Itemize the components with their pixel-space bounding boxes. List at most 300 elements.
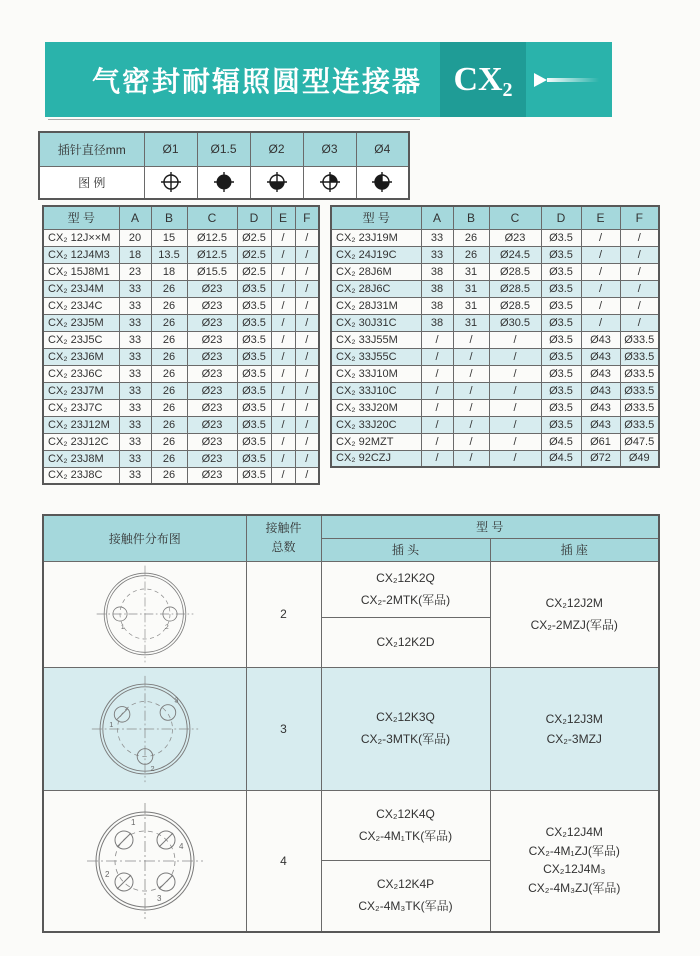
spec-cell-model: CX₂ 23J7M — [43, 382, 119, 399]
spec-cell-a: 33 — [119, 331, 151, 348]
spec-cell-c: Ø23 — [187, 433, 237, 450]
spec-cell-e: Ø43 — [581, 382, 620, 399]
circle-filled-icon — [197, 166, 250, 199]
spec-cell-d: Ø3.5 — [237, 416, 271, 433]
column-header-c: C — [187, 206, 237, 229]
spec-cell-c: Ø23 — [187, 314, 237, 331]
spec-cell-d: Ø3.5 — [541, 416, 581, 433]
spec-cell-b: 26 — [151, 365, 187, 382]
plug-variant-group — [322, 562, 490, 617]
model-code: CX₂12J3M — [545, 711, 603, 726]
header-model-group: 型 号 — [321, 515, 659, 538]
spec-cell-b: 26 — [453, 229, 489, 246]
spec-cell-b: 26 — [151, 450, 187, 467]
spec-cell-e: Ø43 — [581, 331, 620, 348]
spec-cell-a: 33 — [119, 416, 151, 433]
spec-cell-e: / — [581, 229, 620, 246]
spec-cell-f: / — [295, 416, 319, 433]
spec-cell-model: CX₂ 28J6M — [331, 263, 421, 280]
spec-cell-a: / — [421, 399, 453, 416]
spec-cell-model: CX₂ 23J6M — [43, 348, 119, 365]
spec-row — [331, 297, 659, 314]
series-code-box — [440, 42, 526, 117]
spec-cell-b: 31 — [453, 314, 489, 331]
spec-cell-f: / — [295, 246, 319, 263]
spec-row — [43, 382, 319, 399]
spec-cell-c: / — [489, 450, 541, 467]
spec-cell-model: CX₂ 12J4M3 — [43, 246, 119, 263]
spec-cell-model: CX₂ 92MZT — [331, 433, 421, 450]
spec-cell-f: Ø49 — [620, 450, 659, 467]
spec-cell-d: Ø2.5 — [237, 229, 271, 246]
column-header-model: 型 号 — [331, 206, 421, 229]
spec-row — [43, 433, 319, 450]
column-header-e: E — [271, 206, 295, 229]
spec-row — [331, 382, 659, 399]
spec-cell-e: Ø43 — [581, 348, 620, 365]
diameter-label: Ø2 — [250, 132, 303, 166]
spec-cell-b: 26 — [151, 399, 187, 416]
spec-cell-f: / — [295, 399, 319, 416]
spec-cell-c: Ø23 — [187, 297, 237, 314]
spec-cell-b: / — [453, 331, 489, 348]
spec-cell-c: Ø23 — [489, 229, 541, 246]
model-code: CX₂-4M₃ZJ(军品) — [528, 881, 621, 895]
spec-row — [331, 280, 659, 297]
spec-cell-e: / — [271, 399, 295, 416]
legend-row-label: 图 例 — [39, 166, 144, 199]
contact-row-4pin — [43, 790, 659, 932]
spec-cell-a: / — [421, 331, 453, 348]
spec-row — [43, 246, 319, 263]
column-header-d: D — [237, 206, 271, 229]
spec-cell-d: Ø3.5 — [237, 382, 271, 399]
spec-cell-f: / — [295, 433, 319, 450]
spec-cell-d: Ø3.5 — [541, 263, 581, 280]
arrow-tail-decoration — [547, 78, 599, 82]
spec-cell-b: / — [453, 365, 489, 382]
spec-cell-model: CX₂ 23J4M — [43, 280, 119, 297]
model-code: CX₂12J4M₃ — [543, 862, 606, 876]
spec-cell-a: 23 — [119, 263, 151, 280]
spec-cell-model: CX₂ 23J5M — [43, 314, 119, 331]
spec-cell-e: Ø43 — [581, 399, 620, 416]
pin-number-label: 2 — [164, 624, 169, 631]
contact-count: 3 — [246, 667, 321, 790]
header-plug: 插 头 — [321, 538, 490, 561]
spec-cell-f: / — [295, 365, 319, 382]
spec-cell-c: / — [489, 348, 541, 365]
spec-cell-a: / — [421, 365, 453, 382]
spec-cell-c: Ø12.5 — [187, 246, 237, 263]
legend-header-row — [39, 132, 409, 166]
circle-crosshair-empty-icon — [144, 166, 197, 199]
model-code: CX₂12K4Q — [376, 806, 435, 821]
spec-cell-model: CX₂ 24J19C — [331, 246, 421, 263]
contact-count: 4 — [246, 790, 321, 932]
column-header-a: A — [119, 206, 151, 229]
spec-cell-d: Ø3.5 — [237, 297, 271, 314]
spec-cell-e: / — [271, 467, 295, 484]
spec-cell-d: Ø4.5 — [541, 433, 581, 450]
spec-cell-d: Ø3.5 — [237, 433, 271, 450]
spec-cell-b: 26 — [151, 280, 187, 297]
spec-row — [43, 399, 319, 416]
column-header-b: B — [453, 206, 489, 229]
model-code: CX₂12J2M — [545, 595, 603, 610]
plug-variant-group — [322, 860, 490, 931]
contact-diagram-2pin — [43, 561, 246, 667]
spec-cell-a: / — [421, 382, 453, 399]
pin-number-label: 2 — [150, 763, 155, 773]
spec-cell-a: 33 — [119, 297, 151, 314]
spec-cell-d: Ø3.5 — [237, 450, 271, 467]
plug-variant-group — [322, 791, 490, 860]
spec-cell-e: / — [271, 280, 295, 297]
spec-header-row — [43, 206, 319, 229]
spec-cell-f: / — [295, 263, 319, 280]
spec-cell-b: 26 — [151, 467, 187, 484]
spec-cell-b: 26 — [151, 297, 187, 314]
spec-cell-model: CX₂ 33J20C — [331, 416, 421, 433]
column-header-a: A — [421, 206, 453, 229]
spec-cell-a: 20 — [119, 229, 151, 246]
spec-cell-a: 38 — [421, 263, 453, 280]
spec-cell-f: / — [295, 450, 319, 467]
spec-cell-c: Ø23 — [187, 365, 237, 382]
spec-cell-c: Ø23 — [187, 348, 237, 365]
model-code: CX₂-2MTK(军品) — [360, 592, 451, 607]
spec-row — [331, 229, 659, 246]
spec-cell-d: Ø3.5 — [237, 365, 271, 382]
header-socket: 插 座 — [490, 538, 659, 561]
spec-cell-model: CX₂ 15J8M1 — [43, 263, 119, 280]
spec-cell-f: Ø33.5 — [620, 399, 659, 416]
spec-row — [43, 314, 319, 331]
model-code: CX₂-4M₃TK(军品) — [358, 899, 453, 913]
spec-cell-a: 33 — [119, 467, 151, 484]
spec-cell-d: Ø3.5 — [237, 348, 271, 365]
spec-cell-c: / — [489, 399, 541, 416]
spec-cell-c: Ø23 — [187, 450, 237, 467]
contact-header-row-1 — [43, 515, 659, 538]
model-code: CX₂12K3Q — [376, 710, 435, 724]
spec-cell-d: Ø3.5 — [541, 280, 581, 297]
column-header-d: D — [541, 206, 581, 229]
spec-cell-b: 18 — [151, 263, 187, 280]
contact-count: 2 — [246, 561, 321, 667]
spec-cell-model: CX₂ 92CZJ — [331, 450, 421, 467]
spec-cell-e: / — [271, 416, 295, 433]
spec-cell-c: / — [489, 331, 541, 348]
spec-cell-model: CX₂ 23J7C — [43, 399, 119, 416]
column-header-c: C — [489, 206, 541, 229]
spec-cell-model: CX₂ 23J4C — [43, 297, 119, 314]
spec-cell-model: CX₂ 12J××M — [43, 229, 119, 246]
spec-cell-e: / — [271, 450, 295, 467]
spec-cell-a: / — [421, 450, 453, 467]
spec-table-right — [330, 205, 660, 468]
spec-cell-a: 38 — [421, 297, 453, 314]
diameter-label: Ø1 — [144, 132, 197, 166]
spec-cell-model: CX₂ 28J31M — [331, 297, 421, 314]
spec-cell-c: Ø24.5 — [489, 246, 541, 263]
spec-cell-c: Ø23 — [187, 280, 237, 297]
spec-cell-b: 13.5 — [151, 246, 187, 263]
spec-header-row — [331, 206, 659, 229]
spec-row — [43, 331, 319, 348]
spec-cell-b: 31 — [453, 280, 489, 297]
spec-cell-b: 31 — [453, 263, 489, 280]
spec-cell-c: Ø12.5 — [187, 229, 237, 246]
spec-row — [331, 450, 659, 467]
spec-cell-d: Ø3.5 — [541, 297, 581, 314]
header-contact-count-line2: 总数 — [271, 540, 296, 555]
spec-cell-e: Ø43 — [581, 365, 620, 382]
spec-cell-f: Ø33.5 — [620, 331, 659, 348]
legend-row-label: 插针直径mm — [39, 132, 144, 166]
spec-cell-b: 26 — [151, 331, 187, 348]
spec-cell-f: Ø33.5 — [620, 416, 659, 433]
model-code: CX₂-4M₁TK(军品) — [358, 828, 453, 843]
spec-cell-b: / — [453, 348, 489, 365]
spec-cell-a: 33 — [119, 280, 151, 297]
spec-cell-c: Ø28.5 — [489, 297, 541, 314]
plug-models-cell — [321, 790, 490, 932]
spec-cell-d: Ø3.5 — [541, 229, 581, 246]
column-header-model: 型 号 — [43, 206, 119, 229]
spec-cell-c: Ø28.5 — [489, 280, 541, 297]
spec-cell-a: / — [421, 433, 453, 450]
spec-row — [43, 263, 319, 280]
spec-row — [43, 297, 319, 314]
spec-cell-e: / — [271, 382, 295, 399]
spec-cell-f: / — [620, 297, 659, 314]
contact-diagram-3pin — [43, 667, 246, 790]
spec-cell-d: Ø4.5 — [541, 450, 581, 467]
spec-cell-a: 33 — [119, 314, 151, 331]
model-code: CX₂12K2Q — [376, 570, 435, 585]
contact-row-3pin — [43, 667, 659, 790]
spec-cell-e: / — [271, 433, 295, 450]
spec-cell-d: Ø3.5 — [541, 399, 581, 416]
spec-cell-model: CX₂ 23J8M — [43, 450, 119, 467]
spec-cell-e: / — [271, 331, 295, 348]
spec-cell-b: / — [453, 399, 489, 416]
contact-row-2pin — [43, 561, 659, 667]
spec-row — [331, 416, 659, 433]
spec-cell-f: / — [620, 314, 659, 331]
spec-cell-d: Ø3.5 — [237, 280, 271, 297]
column-header-b: B — [151, 206, 187, 229]
spec-cell-c: Ø15.5 — [187, 263, 237, 280]
socket-models-cell — [490, 561, 659, 667]
spec-cell-e: / — [271, 263, 295, 280]
pin-diameter-legend-table — [38, 131, 410, 200]
spec-cell-f: Ø33.5 — [620, 348, 659, 365]
spec-row — [331, 246, 659, 263]
spec-cell-f: / — [295, 297, 319, 314]
spec-cell-model: CX₂ 33J55C — [331, 348, 421, 365]
spec-cell-b: 26 — [151, 433, 187, 450]
spec-cell-e: Ø61 — [581, 433, 620, 450]
spec-cell-e: / — [581, 314, 620, 331]
circle-bottom-half-filled-icon — [250, 166, 303, 199]
spec-row — [331, 263, 659, 280]
spec-cell-b: 26 — [151, 416, 187, 433]
pin-number-label: 2 — [104, 869, 110, 879]
spec-cell-e: / — [271, 365, 295, 382]
spec-table-left-body — [43, 229, 319, 484]
header-contact-count-line1: 接触件 — [265, 521, 302, 536]
spec-cell-b: 26 — [151, 382, 187, 399]
spec-cell-a: 33 — [119, 399, 151, 416]
spec-cell-f: / — [620, 263, 659, 280]
spec-cell-d: Ø3.5 — [237, 399, 271, 416]
spec-cell-d: Ø2.5 — [237, 263, 271, 280]
series-code: $CX_2$ — [453, 60, 513, 101]
model-code: CX₂12K2D — [376, 635, 435, 649]
spec-cell-f: / — [295, 382, 319, 399]
plug-models-cell — [321, 561, 490, 667]
circle-three-quarter-filled-icon — [356, 166, 409, 199]
spec-cell-d: Ø3.5 — [541, 348, 581, 365]
contact-diagram-4pin — [43, 790, 246, 932]
spec-cell-c: Ø23 — [187, 331, 237, 348]
spec-cell-d: Ø3.5 — [237, 314, 271, 331]
legend-icon-row — [39, 166, 409, 199]
diameter-label: Ø1.5 — [197, 132, 250, 166]
spec-row — [43, 450, 319, 467]
spec-cell-e: / — [271, 229, 295, 246]
spec-cell-b: / — [453, 450, 489, 467]
spec-cell-d: Ø3.5 — [541, 382, 581, 399]
spec-cell-b: 26 — [453, 246, 489, 263]
spec-cell-f: / — [620, 246, 659, 263]
spec-cell-f: / — [295, 314, 319, 331]
diameter-label: Ø4 — [356, 132, 409, 166]
spec-cell-a: 18 — [119, 246, 151, 263]
title-banner — [45, 42, 612, 117]
spec-cell-a: / — [421, 416, 453, 433]
spec-cell-d: Ø3.5 — [541, 314, 581, 331]
spec-row — [331, 399, 659, 416]
spec-cell-c: Ø23 — [187, 467, 237, 484]
spec-cell-e: / — [271, 297, 295, 314]
pin-number-label: 1 — [109, 719, 114, 729]
spec-cell-e: / — [271, 314, 295, 331]
spec-cell-a: 33 — [119, 450, 151, 467]
spec-cell-model: CX₂ 23J12M — [43, 416, 119, 433]
spec-cell-model: CX₂ 33J10M — [331, 365, 421, 382]
spec-row — [43, 365, 319, 382]
spec-row — [331, 331, 659, 348]
spec-row — [331, 365, 659, 382]
spec-cell-b: / — [453, 382, 489, 399]
model-code: CX₂-2MZJ(军品) — [530, 617, 618, 632]
spec-cell-model: CX₂ 33J10C — [331, 382, 421, 399]
model-code: CX₂-3MZJ — [546, 731, 602, 746]
spec-cell-c: / — [489, 416, 541, 433]
spec-cell-e: / — [581, 246, 620, 263]
spec-cell-f: / — [620, 229, 659, 246]
pin-number-label: 4 — [178, 841, 184, 851]
spec-cell-c: Ø28.5 — [489, 263, 541, 280]
pin-number-label: 1 — [120, 624, 125, 631]
socket-models-cell — [490, 667, 659, 790]
spec-table-left — [42, 205, 320, 485]
spec-cell-model: CX₂ 33J55M — [331, 331, 421, 348]
spec-cell-c: / — [489, 365, 541, 382]
spec-cell-f: / — [295, 348, 319, 365]
spec-cell-e: Ø43 — [581, 416, 620, 433]
spec-row — [331, 433, 659, 450]
spec-cell-a: 38 — [421, 314, 453, 331]
column-header-e: E — [581, 206, 620, 229]
model-code: CX₂12J4M — [545, 825, 603, 839]
plug-models-cell — [321, 667, 490, 790]
spec-cell-d: Ø3.5 — [541, 365, 581, 382]
spec-cell-f: / — [295, 467, 319, 484]
spec-row — [43, 229, 319, 246]
spec-cell-b: 31 — [453, 297, 489, 314]
banner-shadow-line — [48, 119, 420, 120]
model-code: CX₂12K4P — [376, 877, 435, 891]
spec-row — [43, 416, 319, 433]
spec-cell-a: 33 — [421, 246, 453, 263]
spec-cell-model: CX₂ 23J19M — [331, 229, 421, 246]
spec-cell-c: Ø23 — [187, 399, 237, 416]
spec-cell-f: Ø47.5 — [620, 433, 659, 450]
spec-cell-e: / — [581, 297, 620, 314]
spec-row — [331, 314, 659, 331]
spec-cell-e: / — [271, 348, 295, 365]
spec-cell-model: CX₂ 23J5C — [43, 331, 119, 348]
spec-cell-b: 26 — [151, 314, 187, 331]
spec-cell-a: 33 — [119, 382, 151, 399]
spec-cell-f: Ø33.5 — [620, 382, 659, 399]
spec-cell-model: CX₂ 30J31C — [331, 314, 421, 331]
spec-cell-d: Ø3.5 — [541, 246, 581, 263]
spec-cell-d: Ø3.5 — [541, 331, 581, 348]
page-title: 气密封耐辐照圆型连接器 — [92, 65, 423, 97]
spec-cell-f: Ø33.5 — [620, 365, 659, 382]
spec-row — [331, 348, 659, 365]
spec-cell-a: 33 — [119, 348, 151, 365]
header-contact-count — [246, 515, 321, 561]
plug-variant-group — [322, 617, 490, 667]
spec-cell-e: / — [271, 246, 295, 263]
diameter-label: Ø3 — [303, 132, 356, 166]
spec-cell-e: / — [581, 280, 620, 297]
contact-arrangement-table — [42, 514, 660, 933]
spec-table-right-body — [331, 229, 659, 467]
spec-cell-c: Ø23 — [187, 416, 237, 433]
spec-cell-c: Ø23 — [187, 382, 237, 399]
column-header-f: F — [620, 206, 659, 229]
right-arrow-icon — [534, 73, 547, 87]
spec-cell-d: Ø3.5 — [237, 331, 271, 348]
circle-quarter-filled-icon — [303, 166, 356, 199]
pin-number-label: 3 — [174, 694, 179, 704]
spec-cell-model: CX₂ 23J12C — [43, 433, 119, 450]
spec-cell-f: / — [620, 280, 659, 297]
spec-cell-b: / — [453, 416, 489, 433]
socket-models-cell — [490, 790, 659, 932]
spec-cell-e: / — [581, 263, 620, 280]
spec-cell-model: CX₂ 33J20M — [331, 399, 421, 416]
spec-cell-c: / — [489, 382, 541, 399]
